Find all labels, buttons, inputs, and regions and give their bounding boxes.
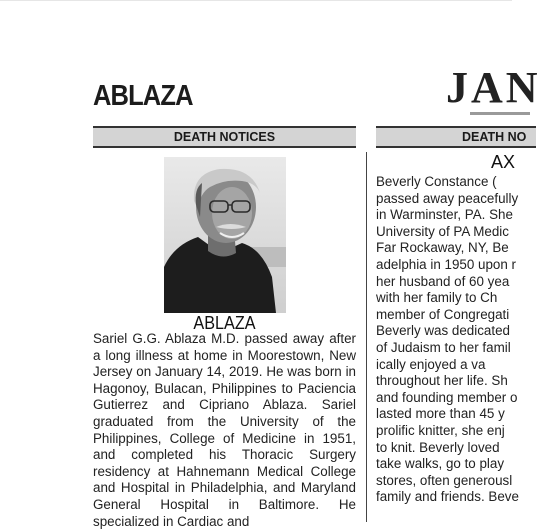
obituary-line: prolific knitter, she enj	[376, 422, 505, 438]
obituary-line: passed away peacefully	[376, 190, 519, 206]
obituary-line: Beverly Constance (	[376, 174, 497, 189]
obituary-line: Beverly was dedicated	[376, 323, 510, 339]
obituary-line: to knit. Beverly loved	[376, 439, 500, 455]
obituary-line: ically enjoyed a va	[376, 356, 486, 372]
portrait-photo-image	[164, 157, 286, 313]
obituary-line: stores, often generousl	[376, 472, 513, 488]
obituary-line: and founding member o	[376, 389, 518, 405]
obituary-line: Far Rockaway, NY, Be	[376, 240, 509, 256]
obituary-line: in Warminster, PA. She	[376, 207, 513, 223]
obituary-line: member of Congregati	[376, 306, 510, 322]
obituary-line: family and friends. Beve	[376, 489, 519, 505]
section-bar-death-notices: DEATH NOTICES	[93, 126, 356, 148]
column-divider	[366, 152, 367, 522]
section-bar-death-notices-right: DEATH NO	[376, 126, 536, 148]
obituary-name: ABLAZA	[193, 313, 256, 333]
obituary-text-right	[376, 174, 519, 519]
obituary-line: throughout her life. Sh	[376, 373, 508, 389]
page-heading-ablaza: ABLAZA	[93, 80, 193, 112]
obituary-photo	[164, 157, 286, 313]
page-top-edge	[0, 0, 512, 1]
obituary-line: of Judaism to her famil	[376, 339, 511, 355]
obituary-line: with her family to Ch	[376, 290, 498, 306]
page-heading-january: JAN	[446, 63, 541, 112]
obituary-text: Sariel G.G. Ablaza M.D. passed away after a long illness at home in Moorestown, New Jersey on January 14, 2019. He was born in Hagonoy, Bulacan, Philippines to Paciencia Gutierrez and Cipriano Ablaza. Sariel graduated from the University of the Philippines, College of Medicine in 1951, and completed his Thoracic Surgery residency at Hahnemann Medical College and Hospital in Philadelphia, and Maryland General Hospital in Baltimore. He specialized in Cardiac and	[93, 331, 356, 529]
obituary-line: take walks, go to play	[376, 456, 505, 472]
obituary-line: University of PA Medic	[376, 223, 509, 239]
obituary-name-right: AX	[491, 152, 516, 172]
obituary-line: lasted more than 45 y	[376, 406, 505, 422]
obituary-line: adelphia in 1950 upon r	[376, 256, 516, 272]
heading-underline	[470, 112, 530, 115]
obituary-line: her husband of 60 yea	[376, 273, 510, 289]
